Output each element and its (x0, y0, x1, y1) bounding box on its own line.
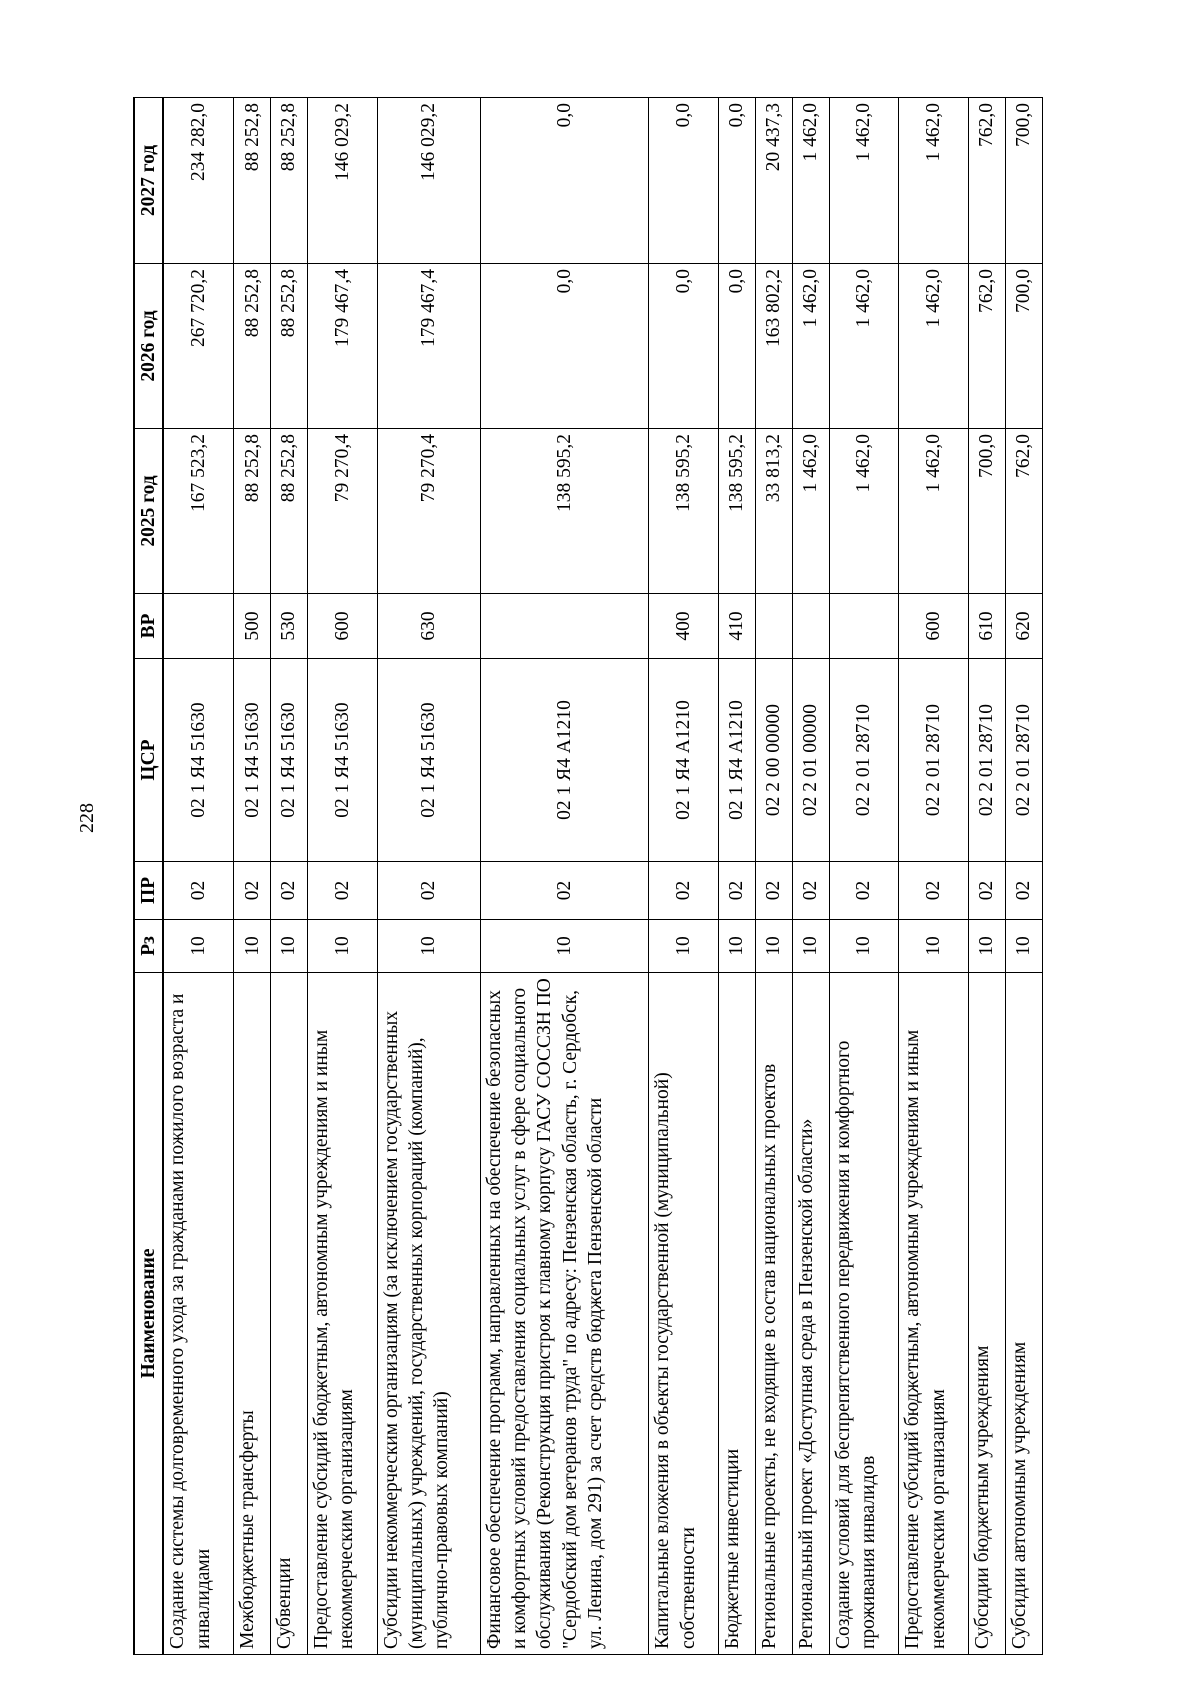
cell-name: Предоставление субсидий бюджетным, автономным учреждениям и иным некоммерческим организациям (307, 973, 377, 1655)
cell-vr: 600 (307, 594, 377, 659)
cell-pr: 02 (829, 862, 899, 920)
cell-2025: 33 813,2 (755, 429, 792, 594)
cell-csr: 02 2 01 00000 (792, 659, 829, 862)
table-row (969, 98, 1006, 1655)
header-row (134, 98, 163, 1655)
header-2025: 2025 год (134, 429, 163, 594)
cell-pr: 02 (307, 862, 377, 920)
cell-pr: 02 (271, 862, 308, 920)
cell-rz: 10 (271, 920, 308, 973)
table-row (377, 98, 480, 1655)
cell-2026: 0,0 (719, 264, 756, 429)
cell-2026: 267 720,2 (163, 264, 233, 429)
cell-2025: 700,0 (969, 429, 1006, 594)
cell-csr: 02 1 Я4 А1210 (480, 659, 649, 862)
cell-rz: 10 (899, 920, 969, 973)
cell-2026: 1 462,0 (899, 264, 969, 429)
cell-csr: 02 1 Я4 51630 (234, 659, 271, 862)
cell-2025: 167 523,2 (163, 429, 233, 594)
cell-csr: 02 2 01 28710 (969, 659, 1006, 862)
cell-vr: 530 (271, 594, 308, 659)
cell-pr: 02 (899, 862, 969, 920)
cell-2025: 138 595,2 (480, 429, 649, 594)
header-2027: 2027 год (134, 98, 163, 264)
cell-rz: 10 (307, 920, 377, 973)
table-row (271, 98, 308, 1655)
header-2026: 2026 год (134, 264, 163, 429)
cell-2026: 179 467,4 (377, 264, 480, 429)
cell-2026: 179 467,4 (307, 264, 377, 429)
cell-pr: 02 (719, 862, 756, 920)
cell-2027: 700,0 (1005, 98, 1042, 264)
cell-2027: 0,0 (719, 98, 756, 264)
cell-2025: 138 595,2 (719, 429, 756, 594)
cell-name: Субсидии бюджетным учреждениям (969, 973, 1006, 1655)
cell-2027: 88 252,8 (271, 98, 308, 264)
cell-2026: 1 462,0 (792, 264, 829, 429)
cell-csr: 02 2 00 00000 (755, 659, 792, 862)
cell-csr: 02 2 01 28710 (829, 659, 899, 862)
table-row (649, 98, 719, 1655)
cell-2027: 0,0 (649, 98, 719, 264)
cell-2027: 20 437,3 (755, 98, 792, 264)
cell-2026: 700,0 (1005, 264, 1042, 429)
cell-vr: 500 (234, 594, 271, 659)
cell-name: Субсидии некоммерческим организациям (за исключением государственных (муниципальных) учреждений, государственных корпораций (компаний), публично-правовых компаний) (377, 973, 480, 1655)
cell-2027: 234 282,0 (163, 98, 233, 264)
cell-csr: 02 1 Я4 51630 (271, 659, 308, 862)
header-csr: ЦСР (134, 659, 163, 862)
table-wrapper (133, 98, 1043, 1655)
cell-2027: 88 252,8 (234, 98, 271, 264)
cell-2025: 88 252,8 (271, 429, 308, 594)
cell-vr: 400 (649, 594, 719, 659)
cell-rz: 10 (755, 920, 792, 973)
cell-name: Предоставление субсидий бюджетным, автономным учреждениям и иным некоммерческим организациям (899, 973, 969, 1655)
cell-rz: 10 (792, 920, 829, 973)
cell-rz: 10 (377, 920, 480, 973)
cell-name: Региональные проекты, не входящие в состав национальных проектов (755, 973, 792, 1655)
cell-csr: 02 1 Я4 А1210 (649, 659, 719, 862)
cell-name: Финансовое обеспечение программ, направленных на обеспечение безопасных и комфортных условий предоставления социальных услуг в сфере социального обслуживания (Реконструкция пристроя к главному корпусу ГАСУ СОССЗН ПО "Сердобский дом ветеранов труда" по адресу: Пензенская область, г. Сердобск, ул. Ленина, дом 291) за счет средств бюджета Пензенской области (480, 973, 649, 1655)
cell-vr: 620 (1005, 594, 1042, 659)
cell-csr: 02 1 Я4 51630 (163, 659, 233, 862)
table-row (792, 98, 829, 1655)
table-row (163, 98, 233, 1655)
cell-2027: 0,0 (480, 98, 649, 264)
cell-2025: 1 462,0 (792, 429, 829, 594)
cell-pr: 02 (792, 862, 829, 920)
cell-csr: 02 2 01 28710 (899, 659, 969, 862)
cell-2026: 163 802,2 (755, 264, 792, 429)
cell-vr (792, 594, 829, 659)
cell-2025: 1 462,0 (829, 429, 899, 594)
table-row (307, 98, 377, 1655)
header-name: Наименование (134, 973, 163, 1655)
table-row (755, 98, 792, 1655)
cell-2025: 79 270,4 (307, 429, 377, 594)
cell-2025: 88 252,8 (234, 429, 271, 594)
table-body (163, 98, 1042, 1655)
cell-name: Бюджетные инвестиции (719, 973, 756, 1655)
page-number: 228 (76, 803, 98, 833)
header-rz: Рз (134, 920, 163, 973)
cell-name: Капитальные вложения в объекты государственной (муниципальной) собственности (649, 973, 719, 1655)
table-row (480, 98, 649, 1655)
cell-name: Создание условий для беспрепятственного передвижения и комфортного проживания инвалидов (829, 973, 899, 1655)
cell-pr: 02 (969, 862, 1006, 920)
cell-2025: 79 270,4 (377, 429, 480, 594)
cell-rz: 10 (829, 920, 899, 973)
cell-pr: 02 (755, 862, 792, 920)
cell-2026: 0,0 (649, 264, 719, 429)
cell-pr: 02 (649, 862, 719, 920)
cell-2027: 146 029,2 (377, 98, 480, 264)
cell-2025: 1 462,0 (899, 429, 969, 594)
header-pr: ПР (134, 862, 163, 920)
cell-vr (829, 594, 899, 659)
cell-2027: 1 462,0 (792, 98, 829, 264)
table-row (899, 98, 969, 1655)
cell-vr (480, 594, 649, 659)
cell-2027: 146 029,2 (307, 98, 377, 264)
cell-2026: 0,0 (480, 264, 649, 429)
cell-vr: 410 (719, 594, 756, 659)
cell-vr: 600 (899, 594, 969, 659)
cell-pr: 02 (163, 862, 233, 920)
cell-vr: 630 (377, 594, 480, 659)
cell-csr: 02 1 Я4 51630 (307, 659, 377, 862)
cell-name: Субвенции (271, 973, 308, 1655)
cell-vr: 610 (969, 594, 1006, 659)
cell-name: Межбюджетные трансферты (234, 973, 271, 1655)
cell-rz: 10 (649, 920, 719, 973)
cell-rz: 10 (719, 920, 756, 973)
cell-2027: 1 462,0 (899, 98, 969, 264)
table-row (234, 98, 271, 1655)
cell-pr: 02 (1005, 862, 1042, 920)
cell-2025: 138 595,2 (649, 429, 719, 594)
header-vr: ВР (134, 594, 163, 659)
cell-name: Субсидии автономным учреждениям (1005, 973, 1042, 1655)
cell-2027: 762,0 (969, 98, 1006, 264)
cell-2026: 88 252,8 (234, 264, 271, 429)
cell-2026: 1 462,0 (829, 264, 899, 429)
cell-name: Региональный проект «Доступная среда в Пензенской области» (792, 973, 829, 1655)
table-row (1005, 98, 1042, 1655)
cell-csr: 02 1 Я4 А1210 (719, 659, 756, 862)
cell-vr (755, 594, 792, 659)
budget-table (133, 97, 1043, 1655)
cell-2027: 1 462,0 (829, 98, 899, 264)
cell-vr (163, 594, 233, 659)
cell-rz: 10 (969, 920, 1006, 973)
cell-2026: 762,0 (969, 264, 1006, 429)
cell-2025: 762,0 (1005, 429, 1042, 594)
cell-csr: 02 1 Я4 51630 (377, 659, 480, 862)
cell-csr: 02 2 01 28710 (1005, 659, 1042, 862)
cell-pr: 02 (480, 862, 649, 920)
cell-pr: 02 (377, 862, 480, 920)
cell-rz: 10 (1005, 920, 1042, 973)
table-row (829, 98, 899, 1655)
cell-rz: 10 (234, 920, 271, 973)
cell-name: Создание системы долговременного ухода за гражданами пожилого возраста и инвалидами (163, 973, 233, 1655)
cell-2026: 88 252,8 (271, 264, 308, 429)
cell-pr: 02 (234, 862, 271, 920)
table-row (719, 98, 756, 1655)
cell-rz: 10 (163, 920, 233, 973)
cell-rz: 10 (480, 920, 649, 973)
